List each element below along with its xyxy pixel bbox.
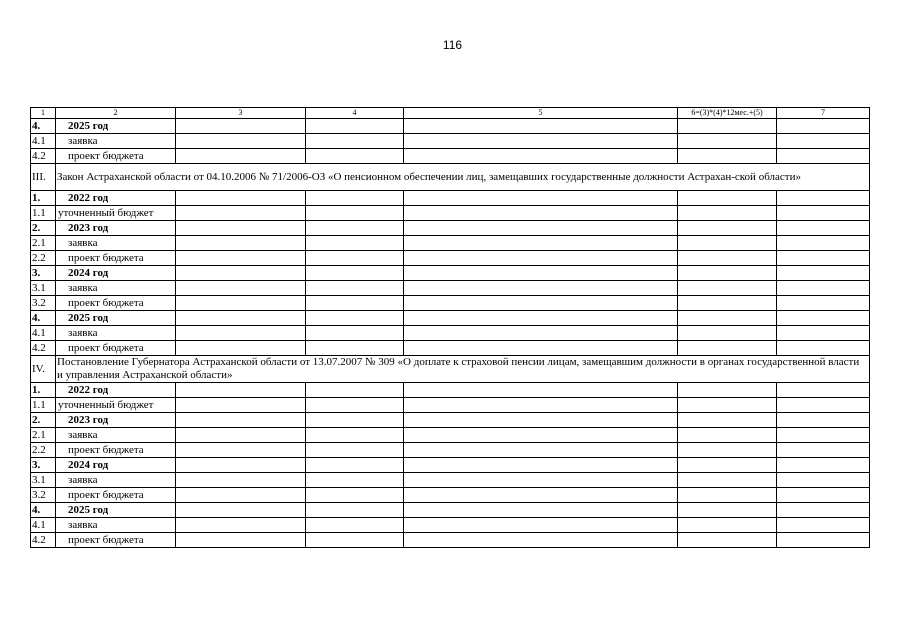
row-number-cell: 4.2 xyxy=(31,341,56,356)
empty-value-cell xyxy=(777,326,870,341)
empty-value-cell xyxy=(678,206,777,221)
empty-value-cell xyxy=(777,428,870,443)
column-header: 5 xyxy=(404,108,678,119)
empty-value-cell xyxy=(404,428,678,443)
column-number-header-row xyxy=(31,108,870,119)
empty-value-cell xyxy=(777,473,870,488)
empty-value-cell xyxy=(306,281,404,296)
empty-value-cell xyxy=(176,236,306,251)
table-row xyxy=(31,296,870,311)
row-label-cell: 2023 год xyxy=(56,221,176,236)
empty-value-cell xyxy=(678,281,777,296)
empty-value-cell xyxy=(306,518,404,533)
year-row xyxy=(31,221,870,236)
row-number-cell: III. xyxy=(31,164,56,191)
empty-value-cell xyxy=(404,236,678,251)
row-label-cell: заявка xyxy=(56,236,176,251)
year-row xyxy=(31,191,870,206)
empty-value-cell xyxy=(777,413,870,428)
empty-value-cell xyxy=(306,398,404,413)
empty-value-cell xyxy=(176,266,306,281)
row-number-cell: 3. xyxy=(31,266,56,281)
empty-value-cell xyxy=(777,266,870,281)
empty-value-cell xyxy=(176,533,306,548)
empty-value-cell xyxy=(176,251,306,266)
empty-value-cell xyxy=(678,251,777,266)
empty-value-cell xyxy=(678,428,777,443)
empty-value-cell xyxy=(176,473,306,488)
column-header: 4 xyxy=(306,108,404,119)
empty-value-cell xyxy=(176,458,306,473)
row-label-cell: проект бюджета xyxy=(56,341,176,356)
empty-value-cell xyxy=(678,533,777,548)
empty-value-cell xyxy=(678,383,777,398)
empty-value-cell xyxy=(678,458,777,473)
table-row xyxy=(31,533,870,548)
empty-value-cell xyxy=(404,206,678,221)
empty-value-cell xyxy=(678,341,777,356)
empty-value-cell xyxy=(678,413,777,428)
empty-value-cell xyxy=(404,518,678,533)
row-number-cell: 1.1 xyxy=(31,206,56,221)
empty-value-cell xyxy=(678,266,777,281)
empty-value-cell xyxy=(176,488,306,503)
row-label-cell: заявка xyxy=(56,473,176,488)
empty-value-cell xyxy=(306,413,404,428)
row-label-cell: уточненный бюджет xyxy=(56,206,176,221)
empty-value-cell xyxy=(678,236,777,251)
row-number-cell: 4.1 xyxy=(31,518,56,533)
empty-value-cell xyxy=(404,458,678,473)
empty-value-cell xyxy=(306,383,404,398)
table-row xyxy=(31,443,870,458)
row-label-cell: заявка xyxy=(56,428,176,443)
row-number-cell: 3.2 xyxy=(31,488,56,503)
empty-value-cell xyxy=(777,341,870,356)
empty-value-cell xyxy=(777,191,870,206)
empty-value-cell xyxy=(404,221,678,236)
row-label-cell: проект бюджета xyxy=(56,533,176,548)
empty-value-cell xyxy=(404,488,678,503)
table-row xyxy=(31,236,870,251)
row-number-cell: 1. xyxy=(31,383,56,398)
row-label-cell: 2025 год xyxy=(56,119,176,134)
row-label-cell: 2022 год xyxy=(56,191,176,206)
empty-value-cell xyxy=(176,428,306,443)
table-row xyxy=(31,326,870,341)
row-number-cell: IV. xyxy=(31,356,56,383)
empty-value-cell xyxy=(404,533,678,548)
row-number-cell: 2.1 xyxy=(31,428,56,443)
row-label-cell: проект бюджета xyxy=(56,149,176,164)
empty-value-cell xyxy=(176,503,306,518)
empty-value-cell xyxy=(678,119,777,134)
empty-value-cell xyxy=(777,281,870,296)
empty-value-cell xyxy=(306,473,404,488)
row-label-cell: заявка xyxy=(56,134,176,149)
empty-value-cell xyxy=(777,518,870,533)
year-row xyxy=(31,503,870,518)
empty-value-cell xyxy=(306,149,404,164)
empty-value-cell xyxy=(404,413,678,428)
empty-value-cell xyxy=(678,398,777,413)
row-label-cell: проект бюджета xyxy=(56,251,176,266)
row-number-cell: 4.2 xyxy=(31,533,56,548)
empty-value-cell xyxy=(777,236,870,251)
empty-value-cell xyxy=(176,191,306,206)
empty-value-cell xyxy=(176,221,306,236)
empty-value-cell xyxy=(404,266,678,281)
empty-value-cell xyxy=(306,206,404,221)
empty-value-cell xyxy=(678,518,777,533)
empty-value-cell xyxy=(404,473,678,488)
table-row xyxy=(31,206,870,221)
empty-value-cell xyxy=(306,458,404,473)
row-label-cell: уточненный бюджет xyxy=(56,398,176,413)
row-label-cell: 2023 год xyxy=(56,413,176,428)
table-row xyxy=(31,251,870,266)
empty-value-cell xyxy=(404,383,678,398)
empty-value-cell xyxy=(678,473,777,488)
table-row xyxy=(31,518,870,533)
empty-value-cell xyxy=(306,296,404,311)
year-row xyxy=(31,383,870,398)
empty-value-cell xyxy=(306,341,404,356)
empty-value-cell xyxy=(306,503,404,518)
empty-value-cell xyxy=(404,119,678,134)
row-number-cell: 1.1 xyxy=(31,398,56,413)
empty-value-cell xyxy=(306,443,404,458)
empty-value-cell xyxy=(404,398,678,413)
empty-value-cell xyxy=(176,281,306,296)
empty-value-cell xyxy=(306,326,404,341)
empty-value-cell xyxy=(176,383,306,398)
empty-value-cell xyxy=(777,251,870,266)
empty-value-cell xyxy=(306,251,404,266)
table-row xyxy=(31,341,870,356)
row-label-cell: проект бюджета xyxy=(56,296,176,311)
empty-value-cell xyxy=(777,296,870,311)
empty-value-cell xyxy=(777,206,870,221)
empty-value-cell xyxy=(777,221,870,236)
empty-value-cell xyxy=(176,398,306,413)
row-number-cell: 2. xyxy=(31,413,56,428)
empty-value-cell xyxy=(678,443,777,458)
empty-value-cell xyxy=(777,443,870,458)
row-number-cell: 1. xyxy=(31,191,56,206)
empty-value-cell xyxy=(404,251,678,266)
table-row xyxy=(31,473,870,488)
row-label-cell: 2025 год xyxy=(56,503,176,518)
empty-value-cell xyxy=(306,119,404,134)
row-number-cell: 3.1 xyxy=(31,281,56,296)
row-label-cell: заявка xyxy=(56,326,176,341)
year-row xyxy=(31,458,870,473)
empty-value-cell xyxy=(306,488,404,503)
empty-value-cell xyxy=(176,149,306,164)
year-row xyxy=(31,413,870,428)
empty-value-cell xyxy=(777,119,870,134)
row-label-cell: 2024 год xyxy=(56,266,176,281)
table-row xyxy=(31,281,870,296)
empty-value-cell xyxy=(306,191,404,206)
table-row xyxy=(31,398,870,413)
empty-value-cell xyxy=(404,191,678,206)
empty-value-cell xyxy=(176,518,306,533)
column-header: 7 xyxy=(777,108,870,119)
section-title-cell: Постановление Губернатора Астраханской области от 13.07.2007 № 309 «О доплате к страховой пенсии лицам, замещавшим должности в органах государственной власти и управления Астраханской области» xyxy=(56,356,870,383)
empty-value-cell xyxy=(777,398,870,413)
row-label-cell: 2022 год xyxy=(56,383,176,398)
year-row xyxy=(31,119,870,134)
empty-value-cell xyxy=(404,281,678,296)
empty-value-cell xyxy=(678,488,777,503)
year-row xyxy=(31,311,870,326)
empty-value-cell xyxy=(176,311,306,326)
section-row xyxy=(31,356,870,383)
empty-value-cell xyxy=(678,191,777,206)
empty-value-cell xyxy=(678,311,777,326)
row-label-cell: 2024 год xyxy=(56,458,176,473)
empty-value-cell xyxy=(678,296,777,311)
empty-value-cell xyxy=(777,383,870,398)
row-number-cell: 4. xyxy=(31,311,56,326)
empty-value-cell xyxy=(306,533,404,548)
empty-value-cell xyxy=(404,311,678,326)
row-label-cell: заявка xyxy=(56,518,176,533)
year-row xyxy=(31,266,870,281)
empty-value-cell xyxy=(777,458,870,473)
table-row xyxy=(31,428,870,443)
row-number-cell: 2.2 xyxy=(31,251,56,266)
empty-value-cell xyxy=(306,266,404,281)
empty-value-cell xyxy=(678,134,777,149)
empty-value-cell xyxy=(306,134,404,149)
empty-value-cell xyxy=(777,311,870,326)
row-label-cell: проект бюджета xyxy=(56,488,176,503)
row-number-cell: 2.1 xyxy=(31,236,56,251)
row-label-cell: заявка xyxy=(56,281,176,296)
section-title-cell: Закон Астраханской области от 04.10.2006 № 71/2006-ОЗ «О пенсионном обеспечении лиц, замещавших государственные должности Астрахан-ской области» xyxy=(56,164,870,191)
row-number-cell: 2.2 xyxy=(31,443,56,458)
empty-value-cell xyxy=(678,149,777,164)
table-row xyxy=(31,488,870,503)
empty-value-cell xyxy=(404,503,678,518)
empty-value-cell xyxy=(404,326,678,341)
empty-value-cell xyxy=(306,311,404,326)
page-number: 116 xyxy=(442,38,463,52)
empty-value-cell xyxy=(777,503,870,518)
row-number-cell: 4.1 xyxy=(31,134,56,149)
empty-value-cell xyxy=(678,326,777,341)
empty-value-cell xyxy=(176,206,306,221)
empty-value-cell xyxy=(404,134,678,149)
table-row xyxy=(31,134,870,149)
empty-value-cell xyxy=(176,443,306,458)
row-number-cell: 2. xyxy=(31,221,56,236)
row-number-cell: 3. xyxy=(31,458,56,473)
row-number-cell: 3.1 xyxy=(31,473,56,488)
column-header: 1 xyxy=(31,108,56,119)
empty-value-cell xyxy=(777,134,870,149)
column-header: 2 xyxy=(56,108,176,119)
empty-value-cell xyxy=(404,149,678,164)
row-label-cell: 2025 год xyxy=(56,311,176,326)
empty-value-cell xyxy=(404,296,678,311)
column-header: 6=(3)*(4)*12мес.+(5) xyxy=(678,108,777,119)
column-header: 3 xyxy=(176,108,306,119)
row-number-cell: 4.2 xyxy=(31,149,56,164)
row-number-cell: 4.1 xyxy=(31,326,56,341)
empty-value-cell xyxy=(404,443,678,458)
empty-value-cell xyxy=(176,413,306,428)
row-label-cell: проект бюджета xyxy=(56,443,176,458)
empty-value-cell xyxy=(404,341,678,356)
empty-value-cell xyxy=(306,221,404,236)
row-number-cell: 4. xyxy=(31,119,56,134)
empty-value-cell xyxy=(176,119,306,134)
empty-value-cell xyxy=(176,296,306,311)
empty-value-cell xyxy=(306,236,404,251)
empty-value-cell xyxy=(306,428,404,443)
budget-table xyxy=(30,107,870,548)
empty-value-cell xyxy=(777,488,870,503)
empty-value-cell xyxy=(777,149,870,164)
empty-value-cell xyxy=(176,341,306,356)
empty-value-cell xyxy=(777,533,870,548)
section-row xyxy=(31,164,870,191)
row-number-cell: 4. xyxy=(31,503,56,518)
empty-value-cell xyxy=(678,221,777,236)
empty-value-cell xyxy=(678,503,777,518)
empty-value-cell xyxy=(176,134,306,149)
table-row xyxy=(31,149,870,164)
row-number-cell: 3.2 xyxy=(31,296,56,311)
empty-value-cell xyxy=(176,326,306,341)
